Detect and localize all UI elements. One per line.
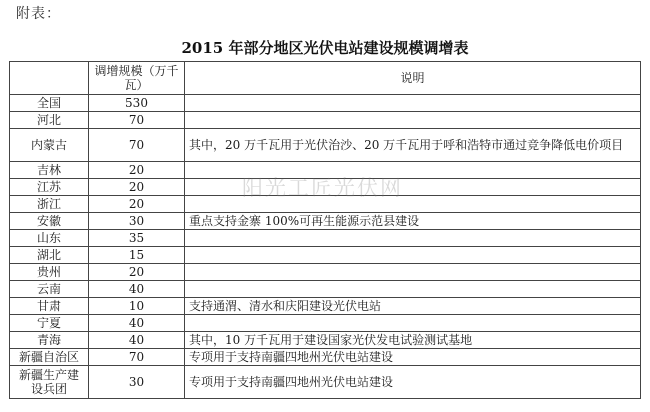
row-scale: 70 bbox=[89, 349, 185, 366]
row-note bbox=[185, 247, 641, 264]
table-row bbox=[10, 315, 641, 332]
table-row bbox=[10, 332, 641, 349]
row-scale: 70 bbox=[89, 129, 185, 162]
header-region bbox=[10, 62, 89, 95]
row-region: 青海 bbox=[10, 332, 89, 349]
row-region: 贵州 bbox=[10, 264, 89, 281]
row-note: 重点支持金寨 100%可再生能源示范县建设 bbox=[185, 213, 641, 230]
table-title: 2015 年部分地区光伏电站建设规模调增表 bbox=[181, 39, 469, 57]
table-row bbox=[10, 247, 641, 264]
header-note: 说明 bbox=[185, 62, 641, 95]
table-row bbox=[10, 196, 641, 213]
row-note bbox=[185, 315, 641, 332]
row-scale: 15 bbox=[89, 247, 185, 264]
row-scale: 10 bbox=[89, 298, 185, 315]
table-row bbox=[10, 281, 641, 298]
header-scale: 调增规模（万千瓦） bbox=[89, 62, 185, 95]
row-scale: 40 bbox=[89, 281, 185, 298]
row-region: 全国 bbox=[10, 95, 89, 112]
row-note bbox=[185, 162, 641, 179]
row-region: 江苏 bbox=[10, 179, 89, 196]
row-scale: 30 bbox=[89, 366, 185, 399]
row-scale: 20 bbox=[89, 162, 185, 179]
row-note: 支持通渭、清水和庆阳建设光伏电站 bbox=[185, 298, 641, 315]
table-row bbox=[10, 298, 641, 315]
row-region: 甘肃 bbox=[10, 298, 89, 315]
table-row bbox=[10, 162, 641, 179]
row-region: 浙江 bbox=[10, 196, 89, 213]
capacity-increase-table bbox=[9, 61, 641, 399]
row-region: 河北 bbox=[10, 112, 89, 129]
row-note: 专项用于支持南疆四地州光伏电站建设 bbox=[185, 366, 641, 399]
row-scale: 30 bbox=[89, 213, 185, 230]
row-region: 湖北 bbox=[10, 247, 89, 264]
row-region: 新疆生产建设兵团 bbox=[10, 366, 89, 399]
table-row bbox=[10, 264, 641, 281]
row-note: 其中，20 万千瓦用于光伏治沙、20 万千瓦用于呼和浩特市通过竞争降低电价项目 bbox=[185, 129, 641, 162]
row-note bbox=[185, 179, 641, 196]
row-scale: 530 bbox=[89, 95, 185, 112]
row-note bbox=[185, 281, 641, 298]
row-scale: 35 bbox=[89, 230, 185, 247]
attachment-label: 附表： bbox=[16, 6, 61, 22]
table-row bbox=[10, 230, 641, 247]
table-row bbox=[10, 129, 641, 162]
table-header-row bbox=[10, 62, 641, 95]
table-row bbox=[10, 213, 641, 230]
row-region: 内蒙古 bbox=[10, 129, 89, 162]
table-row bbox=[10, 179, 641, 196]
row-note bbox=[185, 196, 641, 213]
row-scale: 40 bbox=[89, 332, 185, 349]
row-region: 云南 bbox=[10, 281, 89, 298]
row-region: 宁夏 bbox=[10, 315, 89, 332]
table-row bbox=[10, 95, 641, 112]
row-note: 其中，10 万千瓦用于建设国家光伏发电试验测试基地 bbox=[185, 332, 641, 349]
row-region: 山东 bbox=[10, 230, 89, 247]
row-note bbox=[185, 230, 641, 247]
row-region: 吉林 bbox=[10, 162, 89, 179]
row-scale: 20 bbox=[89, 264, 185, 281]
watermark: 阳光工匠光伏网 bbox=[242, 176, 403, 200]
row-region: 新疆自治区 bbox=[10, 349, 89, 366]
row-scale: 70 bbox=[89, 112, 185, 129]
row-note bbox=[185, 112, 641, 129]
row-note: 专项用于支持南疆四地州光伏电站建设 bbox=[185, 349, 641, 366]
row-scale: 40 bbox=[89, 315, 185, 332]
row-note bbox=[185, 95, 641, 112]
row-scale: 20 bbox=[89, 179, 185, 196]
row-note bbox=[185, 264, 641, 281]
row-region: 安徽 bbox=[10, 213, 89, 230]
table-row bbox=[10, 366, 641, 399]
row-scale: 20 bbox=[89, 196, 185, 213]
table-row bbox=[10, 349, 641, 366]
table-row bbox=[10, 112, 641, 129]
